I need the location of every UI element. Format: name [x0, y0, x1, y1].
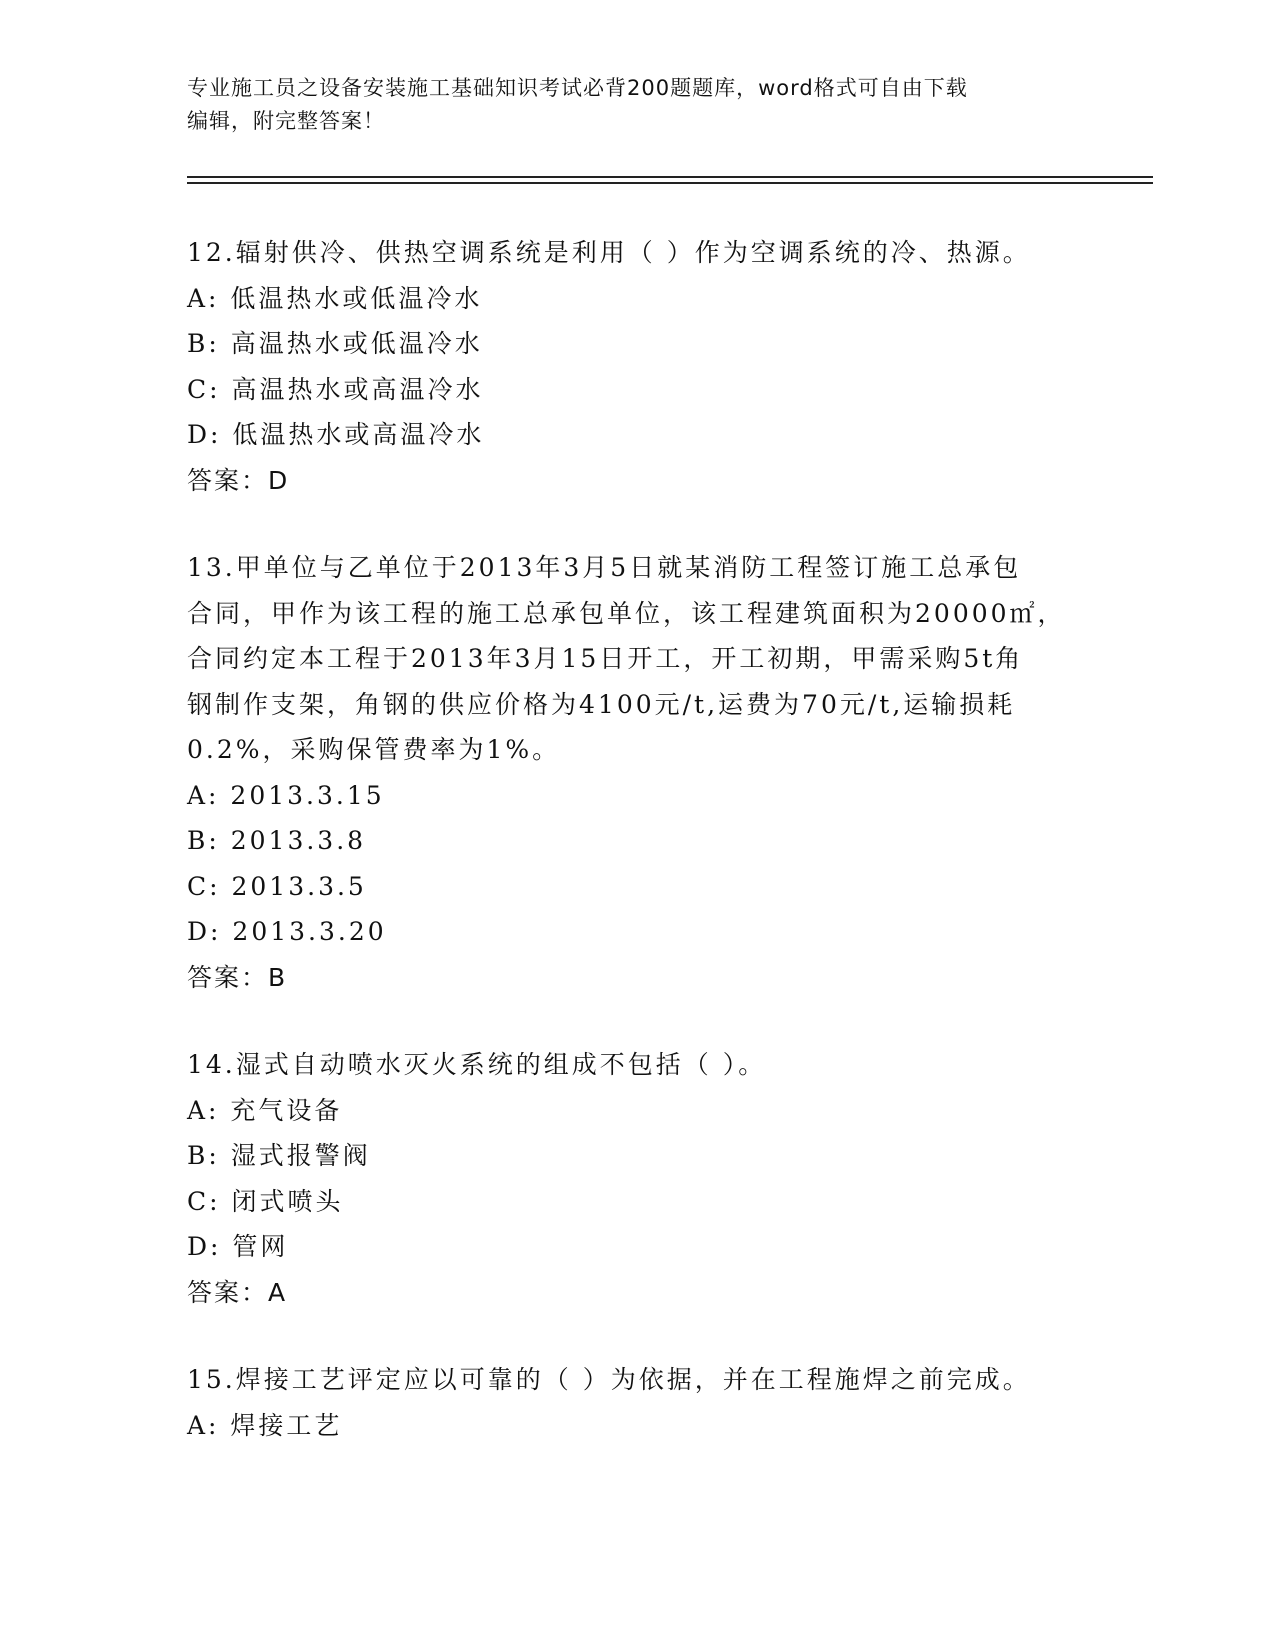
header-line-1: 专业施工员之设备安装施工基础知识考试必背200题题库，word格式可自由下载 — [187, 76, 968, 100]
option-d: D: 低温热水或高温冷水 — [187, 420, 485, 449]
question-stem-line-4: 钢制作支架，角钢的供应价格为4100元/t,运费为70元/t,运输损耗 — [187, 689, 1016, 719]
option-a: A: 低温热水或低温冷水 — [187, 283, 483, 313]
question-13 — [187, 545, 1087, 1000]
document-header — [187, 72, 1067, 138]
header-divider-top — [187, 176, 1153, 178]
question-stem: 15.焊接工艺评定应以可靠的（ ）为依据，并在工程施焊之前完成。 — [187, 1365, 1031, 1394]
option-b: B: 湿式报警阀 — [187, 1141, 371, 1170]
option-c: C: 2013.3.5 — [187, 871, 367, 901]
question-15 — [187, 1357, 1087, 1448]
option-c: C: 高温热水或高温冷水 — [187, 374, 484, 404]
header-divider-bottom — [187, 182, 1153, 184]
question-stem-line-3: 合同约定本工程于2013年3月15日开工，开工初期，甲需采购5t角 — [187, 644, 1024, 673]
option-a: A: 焊接工艺 — [187, 1410, 343, 1440]
question-stem-line-5: 0.2%，采购保管费率为1%。 — [187, 735, 561, 764]
option-d: D: 管网 — [187, 1232, 289, 1261]
option-a: A: 充气设备 — [187, 1095, 343, 1125]
option-b: B: 高温热水或低温冷水 — [187, 329, 483, 358]
header-line-2: 编辑，附完整答案！ — [187, 109, 385, 133]
answer: 答案：B — [187, 962, 288, 992]
question-list — [187, 230, 1087, 1490]
question-stem-line-1: 13.甲单位与乙单位于2013年3月5日就某消防工程签订施工总承包 — [187, 553, 1022, 582]
question-stem-line-2: 合同，甲作为该工程的施工总承包单位，该工程建筑面积为20000㎡， — [187, 598, 1066, 628]
option-b: B: 2013.3.8 — [187, 826, 367, 855]
option-a: A: 2013.3.15 — [187, 780, 385, 810]
question-stem: 14.湿式自动喷水灭火系统的组成不包括（ ）。 — [187, 1050, 767, 1079]
option-c: C: 闭式喷头 — [187, 1186, 344, 1216]
answer: 答案：D — [187, 465, 290, 495]
question-14 — [187, 1042, 1087, 1315]
question-12 — [187, 230, 1087, 503]
option-d: D: 2013.3.20 — [187, 917, 387, 946]
question-stem: 12.辐射供冷、供热空调系统是利用（ ）作为空调系统的冷、热源。 — [187, 238, 1031, 267]
answer: 答案：A — [187, 1277, 288, 1307]
